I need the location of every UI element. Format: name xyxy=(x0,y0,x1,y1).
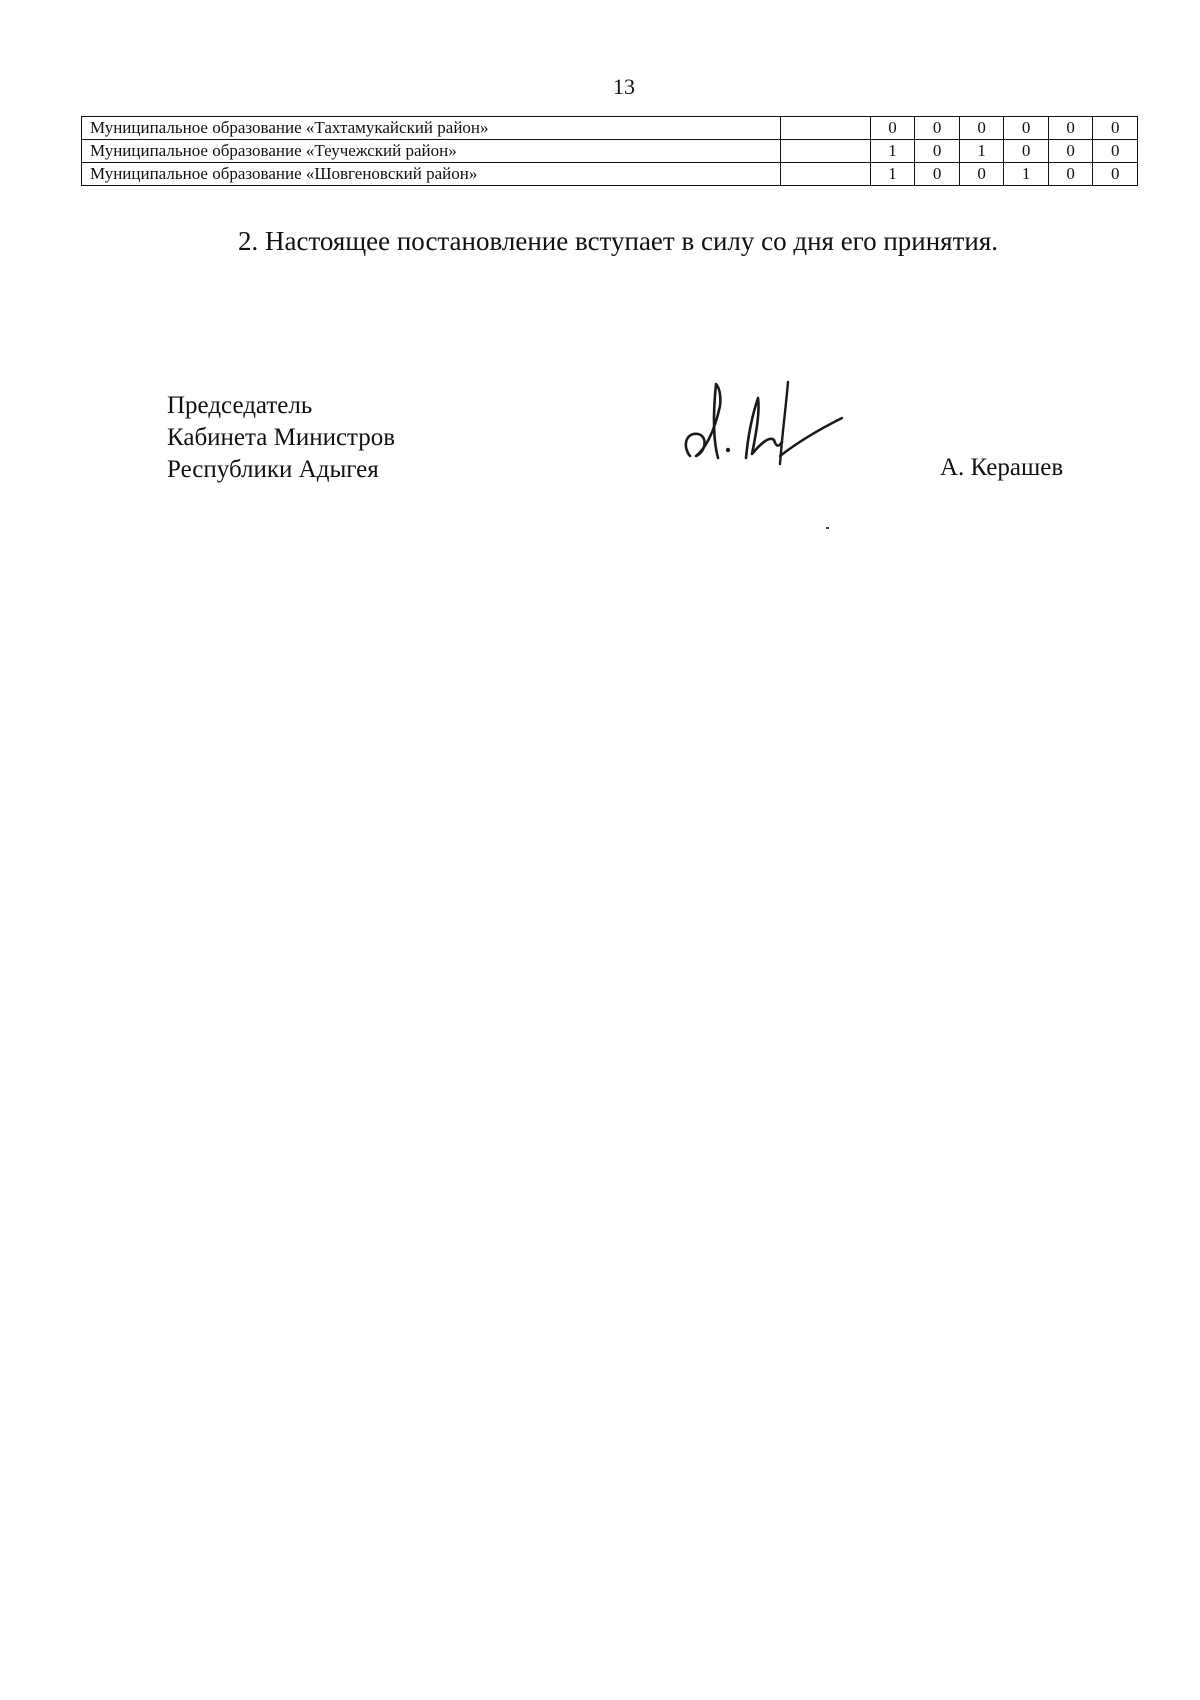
value-cell: 0 xyxy=(959,163,1004,186)
value-cell: 0 xyxy=(1004,140,1049,163)
value-cell: 0 xyxy=(1093,140,1138,163)
blank-cell xyxy=(780,117,870,140)
scan-speck xyxy=(826,527,829,529)
value-cell: 0 xyxy=(959,117,1004,140)
signer-title-line: Республики Адыгея xyxy=(167,456,379,483)
value-cell: 1 xyxy=(870,163,915,186)
value-cell: 0 xyxy=(1048,140,1093,163)
value-cell: 0 xyxy=(915,163,960,186)
value-cell: 0 xyxy=(1048,163,1093,186)
signer-name: А. Керашев xyxy=(940,454,1064,481)
value-cell: 1 xyxy=(959,140,1004,163)
blank-cell xyxy=(780,140,870,163)
municipality-name-cell: Муниципальное образование «Шовгеновский район» xyxy=(82,163,781,186)
value-cell: 1 xyxy=(870,140,915,163)
table-row xyxy=(82,163,1138,186)
clause-2-text: 2. Настоящее постановление вступает в силу со дня его принятия. xyxy=(238,226,999,256)
municipality-name-cell: Муниципальное образование «Тахтамукайский район» xyxy=(82,117,781,140)
municipality-name-cell: Муниципальное образование «Теучежский район» xyxy=(82,140,781,163)
handwritten-signature xyxy=(676,376,846,476)
value-cell: 0 xyxy=(915,140,960,163)
signer-title-line: Кабинета Министров xyxy=(167,424,396,451)
value-cell: 0 xyxy=(915,117,960,140)
value-cell: 0 xyxy=(1093,117,1138,140)
signer-title-block xyxy=(167,390,395,486)
value-cell: 1 xyxy=(1004,163,1049,186)
value-cell: 0 xyxy=(1093,163,1138,186)
value-cell: 0 xyxy=(1004,117,1049,140)
page-number: 13 xyxy=(613,74,635,99)
table-row xyxy=(82,117,1138,140)
table-row xyxy=(82,140,1138,163)
signer-title-line: Председатель xyxy=(167,392,313,419)
municipality-table xyxy=(81,116,1138,186)
value-cell: 0 xyxy=(1048,117,1093,140)
blank-cell xyxy=(780,163,870,186)
value-cell: 0 xyxy=(870,117,915,140)
